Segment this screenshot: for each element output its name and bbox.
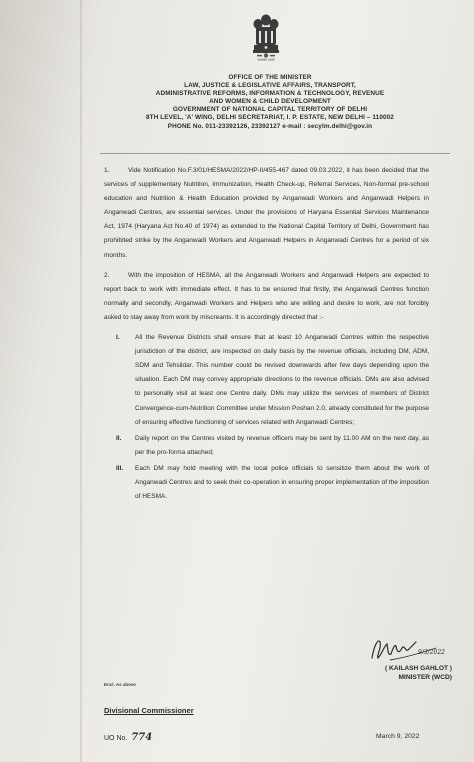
paragraph-text: With the imposition of HESMA, all the Anganwadi Workers and Anganwadi Helpers are expected to report back to work with immediate effect. It has to be ensured that firstly, the Anganwadi Centres function normally and secondly, Anganwadi Workers and Helpers who are willing and desire to work, are not forcibly asked to stay away from work by miscreants. It is accordingly directed that :- — [104, 271, 429, 321]
portfolio-line-2: ADMINISTRATIVE REFORMS, INFORMATION & TECHNOLOGY, REVENUE — [155, 90, 385, 98]
signatory-name: ( KAILASH GAHLOT ) — [384, 665, 452, 672]
direction-item — [104, 432, 429, 460]
direction-text: Daily report on the Centres visited by revenue officers may be sent by 11.00 AM on the next day, as per the pro-forma attached; — [135, 434, 429, 456]
emblem-motto: सत्यमेव जयते — [257, 58, 275, 62]
letter-date: March 9, 2022 — [376, 733, 420, 740]
letterhead — [100, 74, 440, 131]
direction-numeral: III. — [116, 464, 124, 472]
letterhead-divider — [100, 153, 450, 154]
paragraph-text: Vide Notification No.F.3/01/HESMA/2022/HP-II/455-467 dated 09.03.2022, it has been decided that the services of supplementary Nutrition, Immunization, Health Check-up, Referral Services, Non-formal pre-school education and Nutrition & Health Education provided by Anganwadi Workers and Anganwadi Helpers in Anganwadi Centres, are essential services. Under the provisions of Haryana Essential Services Maintenance Act, 1974 (Haryana Act No.40 of 1974) as extended to the National Capital Territory of Delhi, Government has prohibited strike by the Anganwadi Workers and Anganwadi Helpers in Anganwadi Centres for a period of six months. — [104, 167, 429, 259]
portfolio-line-3: AND WOMEN & CHILD DEVELOPMENT — [209, 98, 331, 106]
paragraph-1 — [104, 164, 429, 263]
uo-number: 774 — [131, 732, 153, 743]
letter-body — [104, 164, 429, 506]
uo-reference — [104, 732, 152, 743]
office-title: OFFICE OF THE MINISTER — [228, 74, 312, 81]
paragraph-number: 2. — [104, 271, 110, 279]
direction-numeral: II. — [116, 434, 122, 442]
direction-item — [104, 462, 429, 504]
paragraph-number: 1. — [104, 167, 110, 174]
direction-numeral: I. — [116, 334, 120, 342]
direction-text: Each DM may hold meeting with the local police officials to sensitize them about the work of Anganwadi Centres and to seek their co-operation in ensuring proper implementation of the imposition of HESMA. — [135, 464, 429, 501]
uo-label: UO No. — [104, 735, 128, 742]
government-line: GOVERNMENT OF NATIONAL CAPITAL TERRITORY OF DELHI — [172, 106, 368, 114]
addressee: Divisional Commissioner — [104, 706, 194, 715]
contact-line: PHONE No. 011-23392126, 23392127 e-mail : secylm.delhi@gov.in — [167, 122, 373, 130]
direction-item — [104, 331, 429, 430]
signatory-designation: MINISTER (WCD) — [398, 674, 452, 681]
page-fold-shadow — [80, 0, 82, 762]
directions-list — [104, 331, 429, 504]
portfolio-line-1: LAW, JUSTICE & LEGISLATIVE AFFAIRS, TRANSPORT, — [184, 82, 356, 90]
state-emblem-icon — [249, 12, 283, 64]
address-line: 8TH LEVEL, 'A' WING, DELHI SECRETARIAT, I. P. ESTATE, NEW DELHI – 110002 — [146, 114, 394, 122]
enclosure-note: Encl. As above — [104, 682, 136, 687]
signatory-block — [342, 664, 452, 682]
signature-date: 9/3/2022 — [418, 649, 445, 656]
paragraph-2 — [104, 269, 429, 325]
direction-text: All the Revenue Districts shall ensure that at least 10 Anganwadi Centres within the respective jurisdiction of the district, are inspected on daily basis by the revenue officials, including DM, ADM, SDM and Tehsildar. This number could be revised downwards after few days depending upon the situation. Each DM may convey appropriate directions to the revenue officials. DMs are also advised to personally visit at least one Centre daily. DMs may utilize the services of members of District Convergence-cum-Nutrition Committee under Mission Poshan 2.0, already constituted for the purpose of ensuring effective functioning of services related with Anganwadi Centres; — [135, 334, 429, 426]
handwritten-signature — [368, 632, 445, 668]
